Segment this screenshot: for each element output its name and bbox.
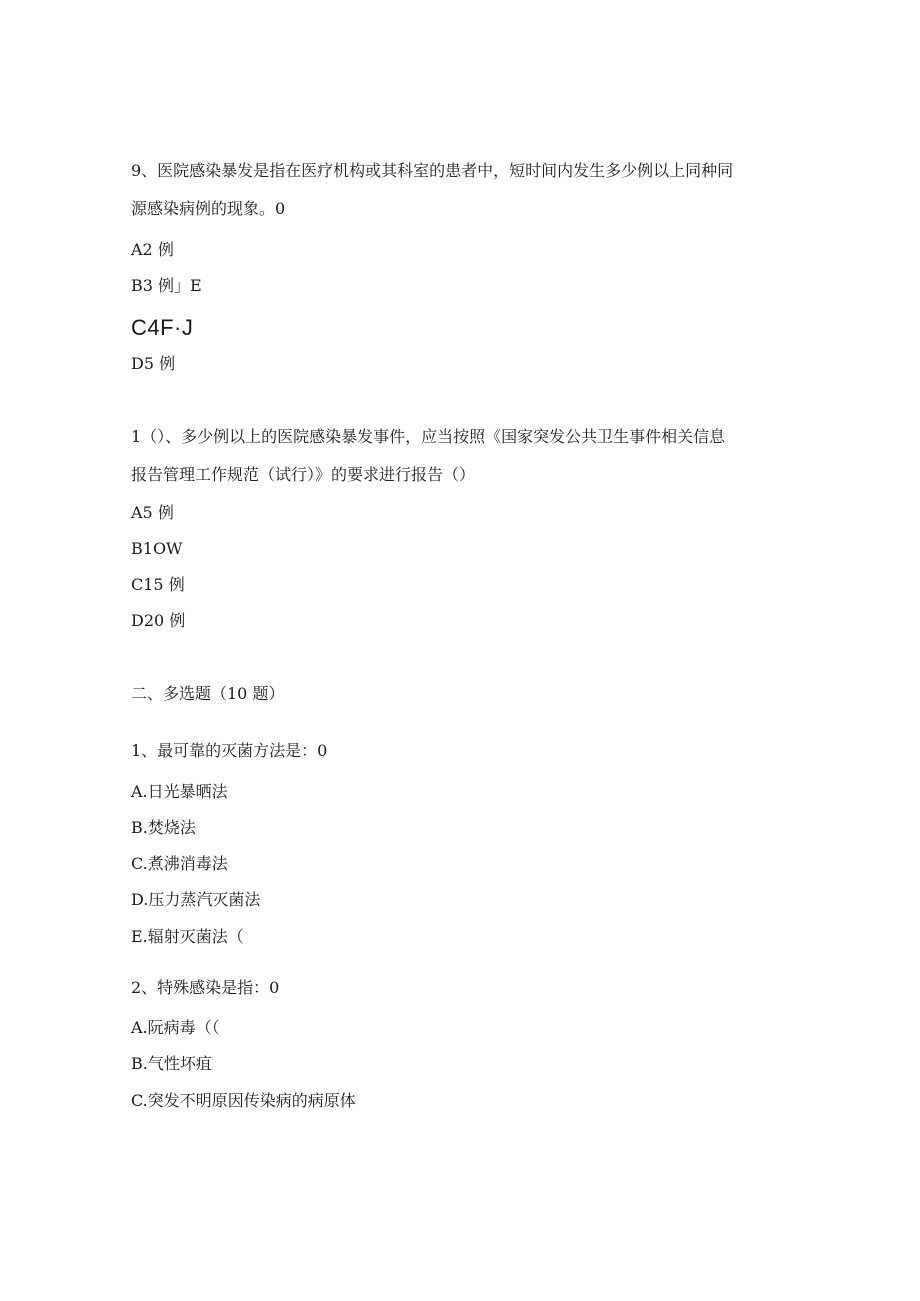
q10-option-a: A5 例 <box>131 503 174 522</box>
mq2-option-a: A.阮病毒（（ <box>131 1018 220 1037</box>
q9-stem-line2: 源感染病例的现象。0 <box>131 199 286 218</box>
q9-option-c: C4F·J <box>131 315 194 340</box>
q9-option-d: D5 例 <box>131 354 176 373</box>
q10-option-c: C15 例 <box>131 575 185 594</box>
mq1-stem: 1、最可靠的灭菌方法是：0 <box>131 741 328 760</box>
q10-stem-line2: 报告管理工作规范（试行）》的要求进行报告（） <box>131 465 476 484</box>
q9-option-b: B3 例」E <box>131 276 202 295</box>
q10-option-d: D20 例 <box>131 611 186 630</box>
mq1-option-a: A.日光暴晒法 <box>131 782 228 801</box>
q10-stem-line1: 1（）、多少例以上的医院感染暴发事件，应当按照《国家突发公共卫生事件相关信息 <box>131 427 726 446</box>
mq1-option-c: C.煮沸消毒法 <box>131 854 228 873</box>
q10-option-b: B1OW <box>131 539 183 558</box>
q9-stem-line1: 9、医院感染暴发是指在医疗机构或其科室的患者中，短时间内发生多少例以上同种同 <box>131 161 734 180</box>
mq1-option-d: D.压力蒸汽灭菌法 <box>131 890 261 909</box>
mq2-option-b: B.气性坏疽 <box>131 1054 212 1073</box>
section-heading: 二、多选题（10 题） <box>131 684 285 703</box>
mq2-stem: 2、特殊感染是指：0 <box>131 978 280 997</box>
mq2-option-c: C.突发不明原因传染病的病原体 <box>131 1091 356 1110</box>
q9-option-a: A2 例 <box>131 240 174 259</box>
mq1-option-b: B.焚烧法 <box>131 818 196 837</box>
mq1-option-e: E.辐射灭菌法（ <box>131 927 244 946</box>
